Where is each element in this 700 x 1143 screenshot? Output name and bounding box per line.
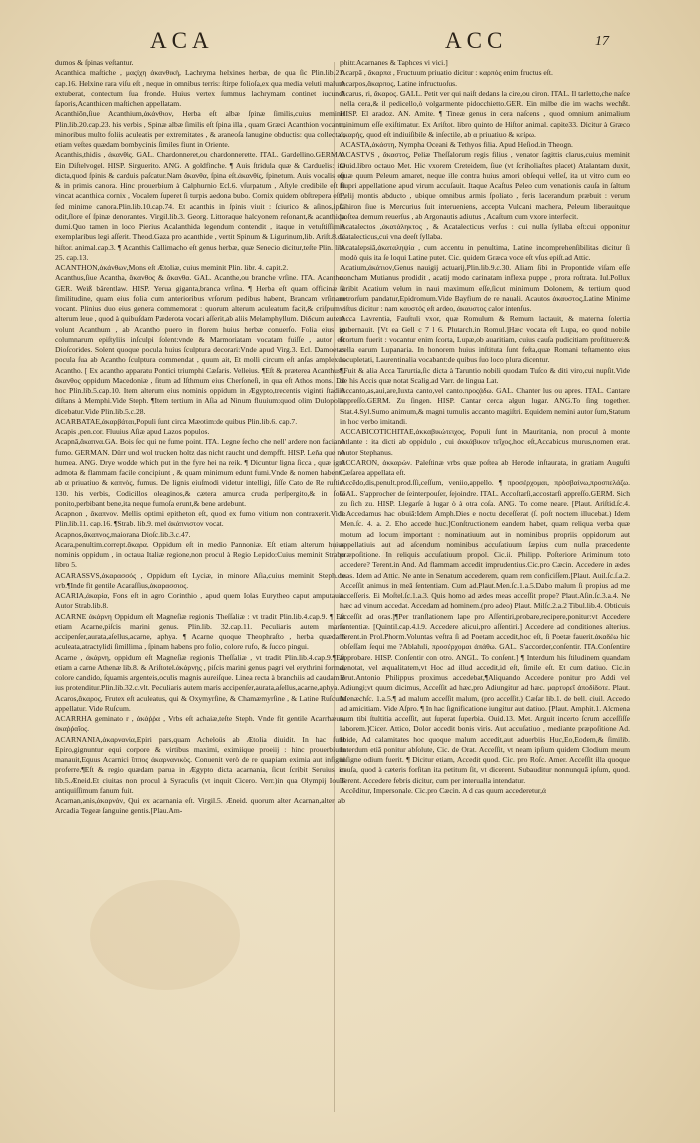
right-column [340, 58, 630, 1123]
dictionary-entry: ACARNE ἀκάρνη Oppidum eſt Magneſiæ regionis Theſſaliæ : vt tradit Plin.lib.4.cap.9. ¶ Eſt etiam Acarne,piſcis marini genus. Plin.lib. 32.cap.11. Peculiaris autem maris accipenſer,aurata,aſellus,acarne, aphya. ¶ Acarne quoque Theophraſto , herba quædam aculeata,atractylidi ſimillima , ſpinam habens pro folio, colore rufo, & ſucco pingui. [55, 611, 345, 652]
dictionary-entry: dumos & ſpinas veſtantur. [55, 58, 134, 67]
dictionary-entry: Acaros,ἄκαρος, Frutex eſt aculeatus, qui & Oxymyrſine, & Chamæmyrſine , & Latine Ruſcum appellatur. Vide Ruſcum. [55, 693, 345, 713]
left-column [55, 58, 345, 1123]
dictionary-entry: Acatalectos ,ἀκατάληκτος , & Acatalecticus verſus : cui nulla ſyllaba eſt:cui opponitur Catalecticus,cui vna deeſt ſyllaba. [340, 222, 630, 242]
dictionary-entry: ACARIA,ἀκαρία, Fons eſt in agro Corinthio , apud quem Iolas Eurytheo caput amputauit. Autor Strab.lib.8. [55, 591, 345, 611]
dictionary-entry: Acara,penultim.corrept.ἄκαρα. Oppidum eſt in medio Pannoniæ. Eſt etiam alterum huius nominis oppidum , in octaua Italiæ regione,non procul à Regio Lepido:Cuius meminit Strabo libro 5. [55, 539, 345, 570]
dictionary-entry: Acapnon , ἄκαπνον. Mellis optimi epitheton eſt, quod ex fumo vitium non contraxerit.Vide Plin.lib.11. cap.16. ¶Strab. lib.9. mel ἀκάπνιστον vocat. [55, 509, 345, 529]
dictionary-entry: Acca Lavrentia, Fauſtuli vxor, quæ Romulum & Remum lactauit, & materna ſolertia gubernauit. [Vt ea Gell c 7 l 6. Plutarch.in Romul.]Hæc vocata eſt Lupa, eo quod nobile ſcortum fuerit : vocantur enim ſcorta, Lupæ,ob auaritiam, cuius cauſa pudicitiam proſtituere:& cella earum Lupanaria. In honorem huius inſtituta ſunt feſta,quæ Romani teſtamento eius locupletati, Laurentinalia vocabant:de quibus ſuo loco plura dicentur. [340, 314, 630, 365]
page-header [0, 20, 700, 54]
dictionary-entry: Acapnos,ἄκαπνος,maiorana Dioſc.lib.3.c.47. [55, 529, 191, 539]
dictionary-entry: ¶Fuit & alia Acca Tarurtia,ſic dicta à Taruntio nobili quodam Tuſco & diti viro,cui nupſit.Vide de his Accis quæ notat Scalig.ad Varr. de lingua Lat. [340, 365, 630, 385]
dictionary-entry: ACARNANIA,ἀκαρνανία,Epiri pars,quam Acheloüs ab Ætolia diuidit. In hac ſunt Epiro,gignuntur equi corpore & virtibus maximi, eximiique proeiij : hinc prouerbium manauit,Equus Acarnici ἵππος ἀκαρνανικὸς. Conuenit verò de re quapiam eximia aut inſigni proferre.¶Eſt & regio quædam parua in Ægypto dicta acarnania, ſicut ſcribit Seruius in lib.5.Æneid.Et ciuitas non procul à Syracuſis (vt inquit Cicero. Verr.)in qua Olympij Iouis antiquiſſimum fanum fuit. [55, 734, 345, 795]
dictionary-entry: Accēditur, Impersonale. Cic.pro Cæcin. A d cas quum accederetur,ἀ [340, 785, 547, 795]
dictionary-entry: ACCARON, ἀκκαρὼν. Paleſtinæ vrbs quæ poſtea ab Herode inſtaurata, in gratiam Auguſti Cæſarea appellata eſt. [340, 457, 630, 477]
dictionary-entry: Acarpos,ἄκαρπος, Latine infructuoſus. [340, 78, 458, 88]
dictionary-entry: ACARRHA geminato r , ἀκάῤῥα , Vrbs eſt achaiæ,teſte Steph. Vnde fit gentile Acarrhæus, ἀκαῤῥαῖος. [55, 714, 345, 734]
dictionary-entry: Acarne , ἀκάρνη, oppidum eſt Magneſiæ regionis Theſſaliæ , vt tradit Plin.lib.4.cap.9.¶Eſt etiam a carne Athenæ lib.8. & Ariſtotel.ἀκάρνης , piſcis marini genus pagri vel erythrini forma, colore candido, ſquamis argenteis,oculis magnis aureiſque. Linea recta à branchiis ad caudam e ius protenditur.Plin.lib.32.c.vlt. Peculiaris autem maris accipenſer,aurata,aſellus,acarne,aphya. [55, 652, 345, 693]
dictionary-entry: Acatalepsiā,ἀκαταληψία , cum accentu in penultima, Latine incomprehenſibilitas dicitur ſi modò quis ita ſe loqui Latine putet. Cic. quidem Græca voce eſt vſus epiſt.ad Attic. [340, 242, 630, 262]
dictionary-entry: ACARASSVS,ἀκαρασσός , Oppidum eſt Lyciæ, in minore Aſia,cuius meminit Steph.de vrb.¶Inde fit gentile Acaraſſius,ἀκαρασσιος. [55, 570, 345, 590]
dictionary-entry: Acarus, ri, ἄκαρος. GALL. Petit ver qui naiſt dedans la cire,ou ciron. ITAL. Il tarletto,che naſce nella cera,& il pedicello,ò volgarmente pidocchietto.GER. Ein milbe die im wachs wechßt. HISP. El aradoz. AN. Amite. ¶ Tineæ genus in cera naſcens , quod omnium animalium minimum eſſe exiſtimatur. Ex Ariſtot. libro quinto de Hiſtor animal. capite33. Dicitur à Græco ἀκαρής, quod eſt indiuiſibile & inſectile, ab α priuatiuo & κείρω. [340, 88, 630, 139]
column-divider [334, 62, 335, 1112]
dictionary-entry: Acarnan,anis,ἀκαρνάν, Qui ex acarnania eſt. Virgil.5. Æneid. quorum alter Acarnan,alter ab Arcadia Tegeæ ſanguine gentis.[Plau.Am- [55, 796, 345, 816]
dictionary-entry: Acanthica maſtiche , μαςίχη ἀκανθικὴ, Lachryma helxines herbæ, de qua ſic Plin.lib.21. cap.16. Helxine rara viſu eſt , neque in omnibus terris: ſtirpe folioſa,ex qua media veluti malum extuberat, contectum ſua fronde. Huius vertex ſummus lachrymam continet iucundi ſaporis,Acanthicen maſtichen appellatam. [55, 68, 345, 108]
dictionary-entry: Accēdo,dis,penult.prod.ſſi,ceſſum, veniio,appello. ¶ προσέρχομαι, πρὸσβαίνω,προσπελάζω. GAL. S'approcher de ſeinterpouſer, ſejoindre. ITAL. Accoſtarſi,accostarſi appreſſo.GERM. Sich zu ſich zu. HISP. Llegarſe à lugar ò à otra coſa. ANG. To come neare. [Plaut. Ariſtid.ſc.4. 1.Accedamus hac obuiā:Idem Amph.Dies e noctu deceſſerat (ſ. poſt noctem illucebat.) Idem Men.ſc. 4. a. 2. Eho accede huc.]Conſtructionem eandem habet, quam reliqua verba quæ motum ad locum important : nominatiuum aut in nominibus propriis oppidorum aut appellatiuis aut ad aſcendum nominibus accuſatiuum ſæpius cum nulla præcedente præpoſitione. In reliquis accuſatiuum propol. Cic.ii. Philipp. Poſteriore Ariminum toto accedere? Terent.in And. Ad flammam accedit imprudentius.Cic.pro Cæcin. Accedere in ædes tuas. Idem ad Attic. Ne ante in Senatum accederem, quam rem conficiſſem.[Plaut. Auil.ſc.ſ.a.2. Acceſſit animus in meā ſententiam. Cum ad.Plaut.Men.ſc.1.a.5.Dabo malum ſi propius ad me acceſſeris. Ei Moſtel.ſc.1.a.3. Quis homo ad ædes meas acceſſit prope? Plaut.Aſin.ſc.3.a.4. Ne hæc ad vinum accedat. Accedam ad hominem.(pro adeo) Plaut. Milſc.2.a.2 Tibul.lib.4. Obticuis acceſſit ad oras.]¶Per tranſlationem lape pro Aſſentiri,probare,recipere,ponitur:vt Accedere ſententiæ. [Quintil.cap.4.l.9. Accedere alicui,pro aſſentiri.] Accedere ad conditiones alterius. Terent.in Prol.Phorm.Voluntas veſtra ſi ad Poetam accedit,hoc eſt, ſi Poetæ fauerit.ἀκαδέω hic obſeſſam ſequi me ?Ablahıli, προσέρχομαι ἀπάθω. GAL. S'accorder,conſentir. ITA.Conſentire approbare. HISP. Conſentir con otro. ANGL. To conſent.] ¶ Interdum his ſtiludinem quandam denotat, vel æqualitatem,vt Hoc ad illud accedit,id eſt, ſimile eſt. Et cum datiuo. Cic.in Brut.Antonio Philippus proximus accedebat,¶Aliquando Accedere ponitur pro Addi vel Adiungi;vt quum dicimus, Acceſſit ad hæc,pro Adiungitur ad hæc. μαρτυρεῖ ἀποδίδοτε. Plaut. Menæchſc. 1.a.5.¶ ad malum acceſſit malum, (pro acceſſit.) Cæſar lib.1. de bell. ciuil. Accedo ad amicitiam. Vide Aſpro. ¶ In hac ſignificatione iungitur aut datiuo. [Plaut. Amphit.1. Alcmena num tibi ſtultitia acceſſit, aut ſuperat ſuperbia. Ouid.13. Met. Arguit incerto ſcrum acceſſiſſe laborem.]Cicer. Attico, Dolor accedit bonis viris. Aut accuſatiuo , mediante præpoſitione Ad. Ibide, Ad calamitates hoc quoque malum accedit,aut aduerbiis Huc,Eo,Eodem,& ſimilib. Interdum etiā ponitur abſolute, Cic. de Orat. Acceſſit, vt neam ipſium quidem Clodium meum inſigne odium fuerit. ¶ Dicitur etiam, Accedit quod. Cic. pro Roſc. Amer. Acceſſit illa quoque cauſa, quod à cæteris forſitan ita petitum ſit, vt dicerent. Subauditur nonnunquā ipſum, quod. Terent. Accedere febris dicitur, cum per interualla intendatur. [340, 478, 630, 785]
dictionary-entry: Acatium,ἀκάτιον,Genus nauigij actuarij,Plin.lib.9.c.30. Aliam ſibi in Propontide viſam eſſe concham Mutianus prodidit , acatij modo carinatam inflexa puppe , prora roſtrata. Iul.Pollux ſcribit Acatium velum in naui maximum eſſe,ſicut minimum Dolonem, & tertium quod retrorſum pandatur,Epidromum.Vide Bayfium de re nauali. Acautos ἀκαυστος,Latine Minime viſtus dicitur : nam καυστός eſt ardeo, ἀκαυστος calor intenſus. [340, 263, 630, 313]
dictionary-entry: Acarpā , ἄκαρπα , Fructuum priuatio dicitur : καρπός enim fructus eſt. [340, 68, 553, 78]
dictionary-entry: ACANTHON,ἀκάνθων,Mons eſt Ætoliæ, cuius meminit Plin. libr. 4. capit.2. [55, 263, 289, 272]
dictionary-entry: ACASTA,ἀκάστη, Nympha Oceani & Tethyos filia. Apud Heſiod.in Theogn. [340, 140, 573, 149]
dictionary-entry: Accanto,as,aui,are,Iuxta canto,vel canto.προςᾴδω. GAL. Chanter lus ou apres. ITAL. Cantare appreſſo.GERM. Zu ſingen. HISP. Cantar cerca algun lugar. ANG.To ſing together. Stat.4.Syl.Sumo animum,& magni tumulis accanto magiſtri. Equidem nemini autor ſum,Statum in hoc verbo imitandi. [340, 386, 630, 426]
dictionary-entry: Acanthiōn,ſiue Acanthium,ἀκάνθιον, Herba eſt albæ ſpinæ ſimilis,cuius meminit Plin.lib.20.cap.23. his verbis , Spinæ albæ ſimilis eſt ſpina illa , quam Græci Acanthion vocant , minoribus multo foliis aculeatis per extremitates , & araneoſa lanugine obductis: qua collecta , etiam veſtes quædam bombycinis ſimiles fiunt in Oriente. [55, 109, 345, 149]
dictionary-entry: ACASTVS , ἄκαστος, Peliæ Theſſalorum regis filius , venator ſagittis clarus,cuius meminit Ouid.libro octauo Met. Hic vxorem Creteidem, ſiue (vt ſcriholiaſtes placet) Atalantam duxit, quæ quum Peleum amaret, neque ille contra huius amori obſequi velleſ, ita ut vitro cum eo ſtuprі appellatione apud virum accuſauit. Itaque Acaſtus Peleo cum venationis cauſa in ſaltum Pelij montis abducto , ubique omnibus armis ſpoliato , feris lacerandum præbuit : verum Chiron ſiue is Mercurius ſuit interueniens, accepta Vulcani machera, Peleum liberauitque poſtea demum reuerſus , ab Argonautis adiutus , Acaſtum cum vxore interfecit. [340, 150, 630, 221]
running-head-right: ACC [445, 28, 508, 53]
dictionary-entry: Acanthis,thidis , ἀκανθὶς. GAL. Chardonneret,ou chardonnerette. ITAL. Gardellino.GERMA. Ein Diſtelvogel. HISP. Sirguerito. ANG. A goldfinche. ¶ Auis ſtridula quæ & Carduelis: ita dicta,quod ſpinis & carduis paſcatur.Nam ἄκανθα, ſpina eſt.ἀκανθίς, ſpinetum. Auis vocalis eſt & in primis canora. Hinc prouerbium à Calphurnio Ecl.6. vſurpatum , Aſtyle credibile eſt ſi vincat acanthica cornix , Vocalem ſuperet ſi turpis aedona bubo. Cornix quidem obſtreperа eſt , ſed minime canora.Plin.lib.10.cap.74. Et acanthis in ſpinis viuit : ſciurico & aſinos,ipſa odit,ſlore eſ ſpinæ denorantes. Virgil.lib.3. Georg. Littoraque halcyonem reſonant,& acanthida dumi.Quo tamen in loco Pierius Acalanthida legendum contendit , itaque in vetuſtiſſimis exemplaribus legi aſſerit. Theod.Gaza pro acanthide , vertit Spinum & Ligurinum,lib. Ariſt.8.de hiſtor. animal.cap.3. ¶ Acanthis Callimacho eſt genus herbæ, quæ Senecio dicitur,teſte Plin. lib. 25. cap.13. [55, 150, 345, 262]
running-head-left: ACA [150, 28, 214, 53]
page-number: 17 [595, 34, 609, 49]
dictionary-entry: phitr.Acarnanes & Taphces vi vici.] [340, 58, 448, 67]
dictionary-entry: Acanthus,ſiue Acantha, ἄκανθος & ἄκανθα. GAL. Acanthe,ou branche vrſine. ITA. Acantho. GER. Weiß bärentlaw. HISP. Yerua giganta,branca vrſina. ¶ Herba eſt quam officinæ à ſimilitudine, quam eius folia cum anterioribus vrſorum pedibus habent, Brancam vrſinam vocant. Plinius duo eius genera commemorat : quorum alterum aculeatum facit,& criſpum : alterum leue , quod à quibuſdam Pæderota vocari aſſerit,ab aliis Melamphyllum. Diδcum autem volunt Acanthum , ab Acantho puero in florem huius herbæ conuerſo. Folia eius in columnarum epiſtyliis inſculpi ſolent:vnde & Marmoriatam vocatam fuiſſe , autor eſt Dioſcorides. Solent quoque pocula huius ſculptura decorari:Vnde apud Virg.3. Ecl. Damoetas pocula ſua ab Acantho ſculptura commendat , quum ait, Et molli circum eſt anſas amplexus Acantho. [ Ex acantho apparatu Pontici triumphi Cæſaris. Velleius. ¶Eſt & præterea Acanthus , ἄκανθος oppidum Macedoniæ , ſitum ad Iſthmum eius Cherſoneſi, in qua eſt Athos mons. De hoc Plin.lib.5.cap.10. Item alterum eius nominis oppidum in Ægypto,trecentis viginti ſtadiis diſtans à Memphi.Vide Steph. ¶Item tertium in Aſia ad Ninum fluuium:quod olim Dulopolis dicebatur.Vide Plin.lib.5.c.28. [55, 273, 345, 416]
dictionary-entry: ACARBATAE,ἀκαρβάται,Populi ſunt circa Mæotim:de quibus Plin.lib.6. cap.7. [55, 416, 298, 426]
dictionary-entry: Acapis ,pen.cor. Fluuius Aſiæ apud Lazos populos. [55, 427, 210, 436]
dictionary-entry: Acapnā,ἄκαπνα.GA. Bois ſec qui ne fume point. ITA. Legne ſecho che nell' ardere non faciano fumo. GERMAN. Dürr und wol trucken holtz das nicht raucht und dempfft. HISP. Leña que no humea. ANG. Drye wodde which put in the fyre hei na reik. ¶ Dicuntur ligna ſicca , quæ igni admota & flammam facile concipiunt , & quam minimum edunt fumi.Vnde & nomen habent , ab α priuatiuo & καπνὸς, fumus. De lignis eiuſmodi videtur intelligi, ſiſſe Cato de Re ruſtic. 130. his verbis, Codicillos oleaginos,& cætera amurca cruda perſpergito,& in ſole ponito,perbibant bene,ita neque fumoſa erunt,& bene ardebunt. [55, 437, 345, 508]
dictionary-entry: ACCABICOTICHITAE,ἀκκαβικώτειχος, Populi ſunt in Mauritania, non procul à monte Atlante : ita dicti ab oppidulo , cui ἀκκάβικον τεῖχος,hoc eſt,Accabicus murus,nomen erat. Autor Stephanus. [340, 427, 630, 457]
